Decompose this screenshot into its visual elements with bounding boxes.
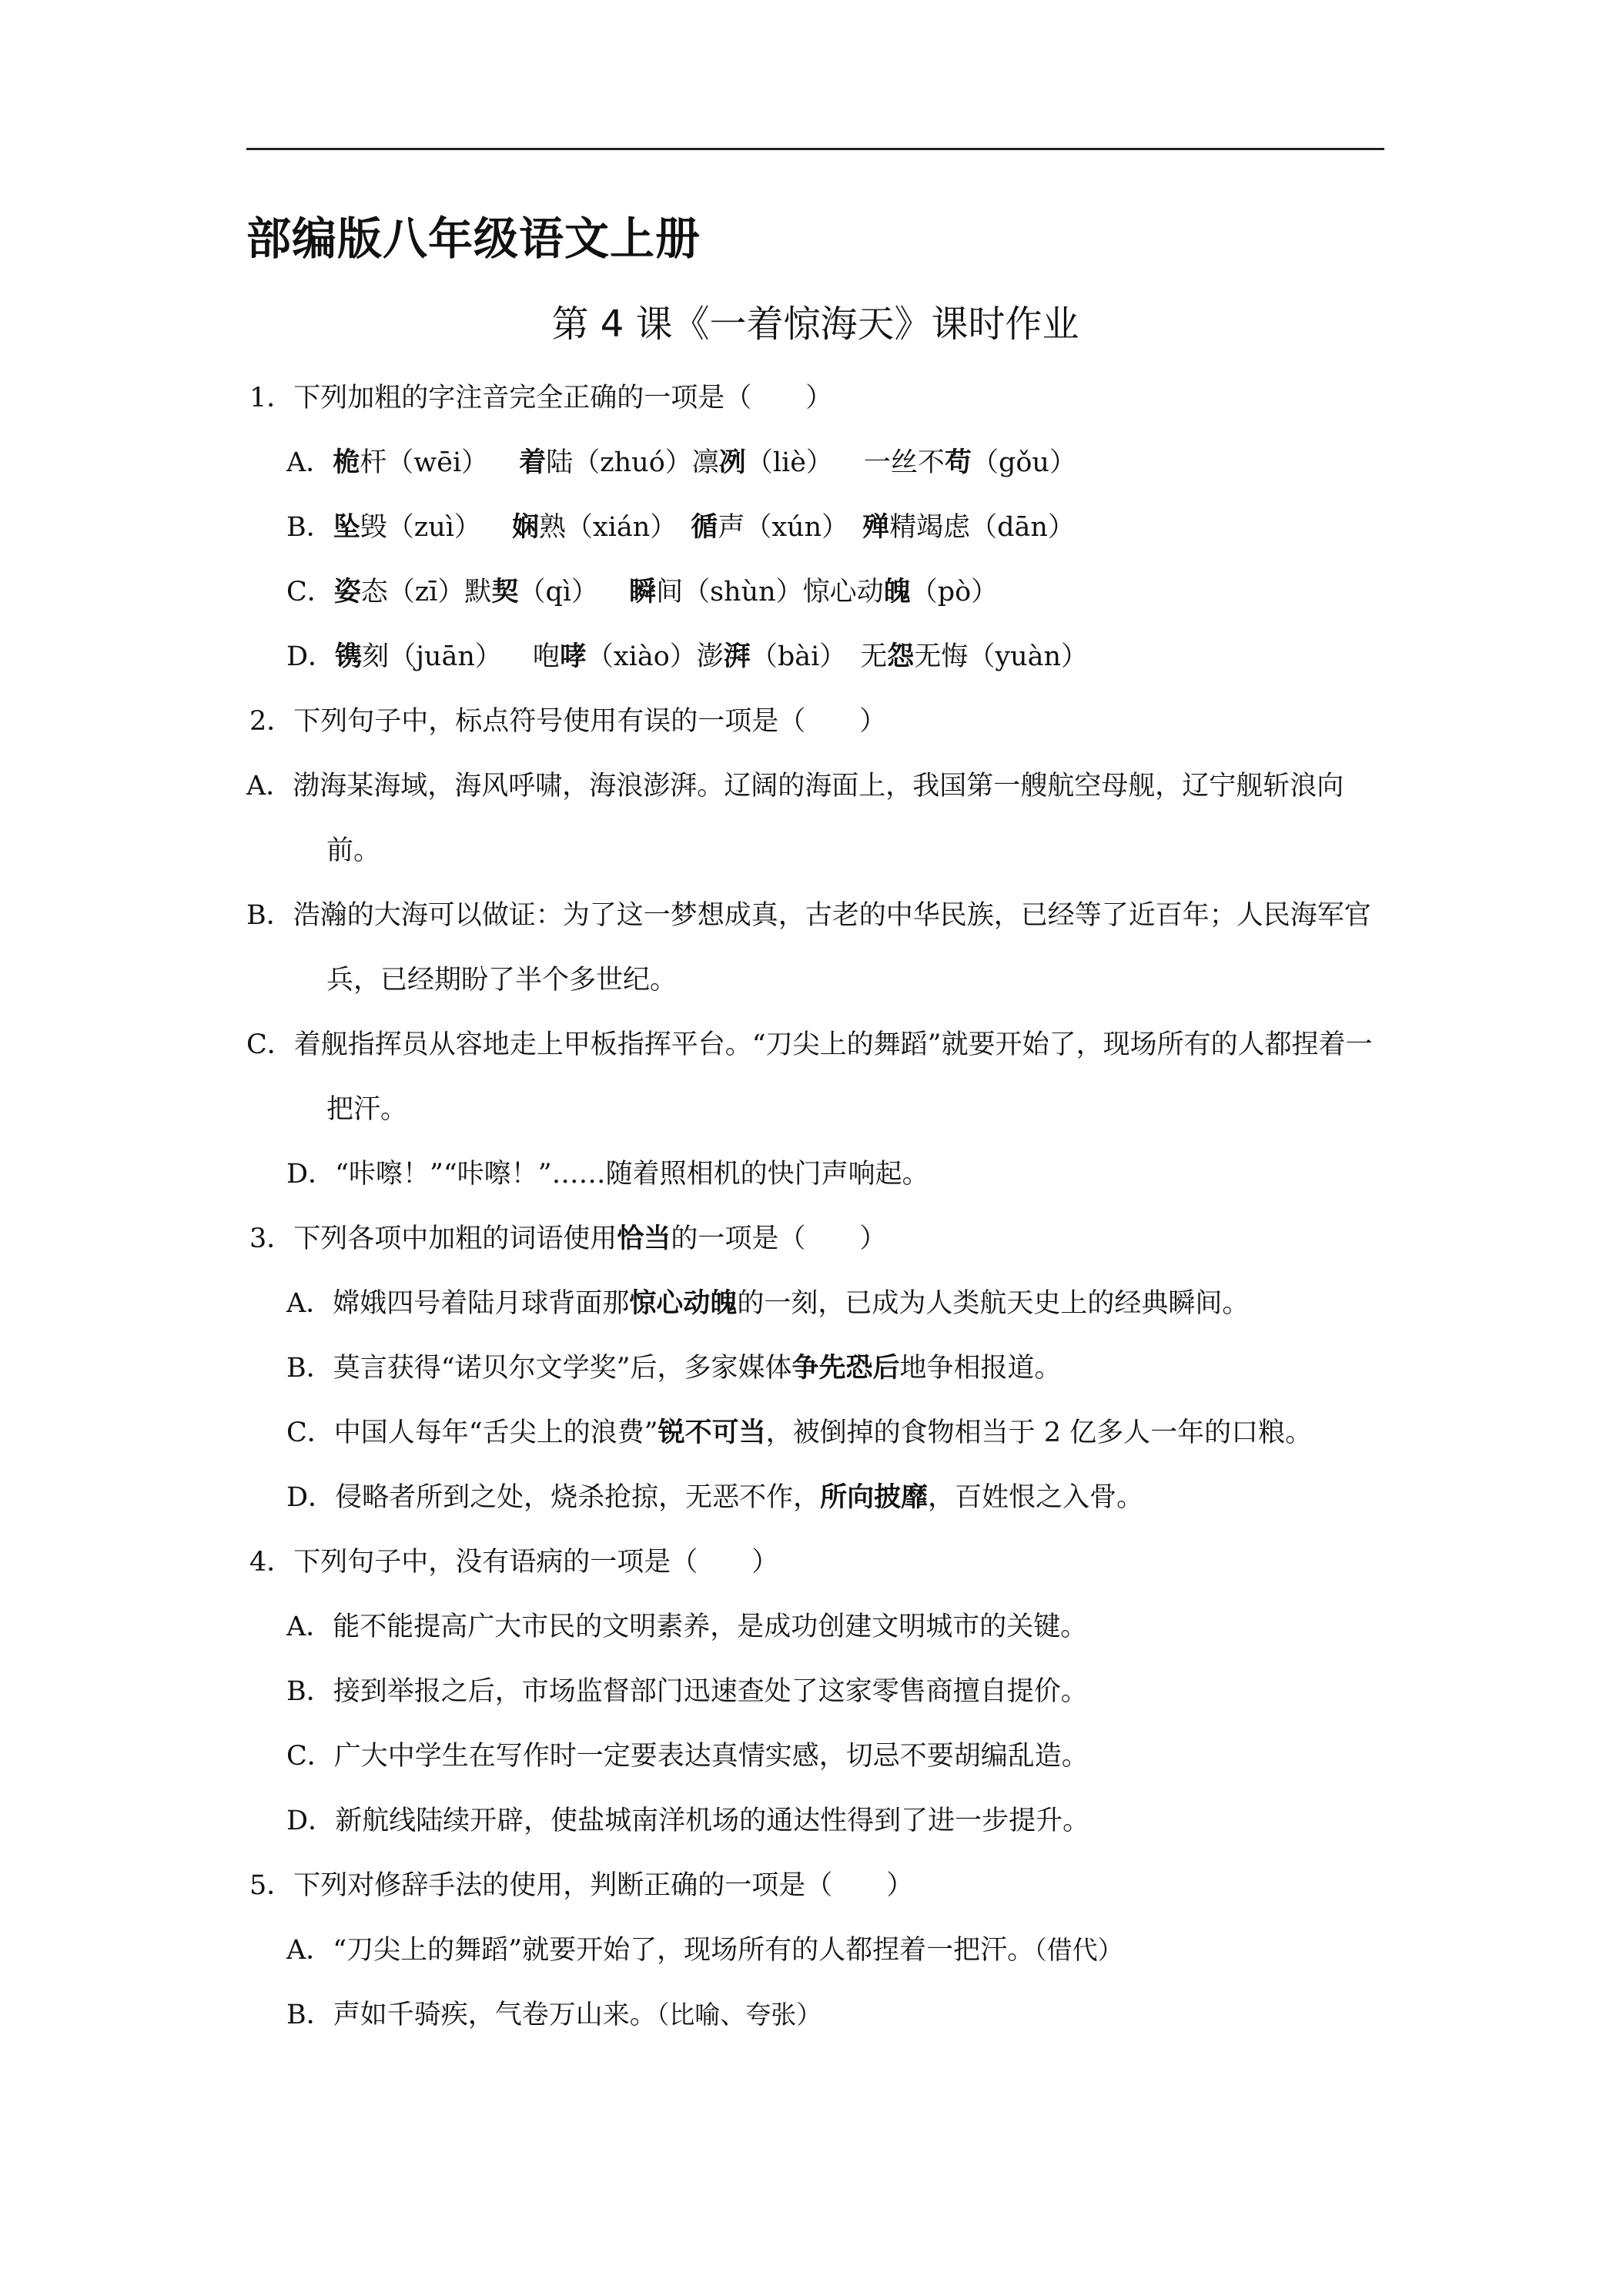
option-letter: A． [286,447,333,478]
text-run: （pò） [910,577,999,607]
bold-text: 坠 [333,511,360,543]
option-note: （比喻、夸张） [656,2000,822,2030]
option-c [246,1012,1384,1142]
text-run: 的一刻，已成为人类航天史上的经典瞬间。 [737,1288,1250,1319]
option-d [246,1465,1384,1530]
text-run: 态（zī）默 [360,577,492,607]
option-letter: D． [286,1159,336,1190]
question-stem [246,689,1384,754]
bold-text: 湃 [723,641,751,672]
bold-text: 魄 [883,576,911,607]
text-run: 嫦娥四号着陆月球背面那 [333,1288,630,1319]
bold-text: 怨 [887,641,915,672]
question-5 [246,1853,1384,2047]
question-list [246,366,1384,2047]
bold-text: 镌 [335,641,363,672]
text-run: 下列各项中加粗的词语使用 [293,1223,617,1254]
text-run: 无悔（yuàn） [914,641,1089,672]
text-run: ，百姓恨之入骨。 [928,1482,1144,1513]
option-letter: D． [286,641,336,672]
question-text: 下列加粗的字注音完全正确的一项是（ ） [293,383,833,413]
question-number: 5． [249,1870,294,1901]
option-a [246,430,1384,495]
option-text: 接到举报之后，市场监督部门迅速查处了这家零售商擅自提价。 [333,1676,1088,1707]
option-letter: B． [246,900,293,931]
bold-text: 娴 [511,511,539,543]
bold-text: 殚 [862,511,890,543]
option-text: 声如千骑疾，气卷万山来。 [333,2000,657,2030]
option-b [246,1659,1384,1724]
bold-text: 所向披靡 [820,1481,929,1513]
text-run: 杆（wēi） [360,447,489,478]
question-stem [246,1530,1384,1595]
option-note: （借代） [1034,1935,1123,1965]
bold-text: 循 [691,511,718,543]
text-run: （xiào）澎 [586,641,724,672]
bold-text: 契 [491,576,519,607]
question-stem [246,366,1384,430]
text-run: ，被倒掉的食物相当于 2 亿多人一年的口粮。 [765,1417,1313,1448]
bold-text: 姿 [333,576,361,607]
question-number: 4． [249,1547,294,1578]
text-run: 无 [860,641,888,672]
text-run: 刻（juān） [362,641,502,672]
question-text: 下列句子中，没有语病的一项是（ ） [293,1547,779,1578]
option-letter: A． [246,771,293,802]
text-run: 侵略者所到之处，烧杀抢掠，无恶不作， [335,1482,821,1513]
option-letter: D． [286,1482,336,1513]
option-b [246,1336,1384,1401]
option-text: 浩瀚的大海可以做证：为了这一梦想成真，古老的中华民族，已经等了近百年；人民海军官兵，已经期盼了半个多世纪。 [293,900,1371,996]
text-run: 精竭虑（dān） [889,512,1075,543]
option-b [246,1983,1384,2047]
option-d [246,624,1384,689]
header-rule [246,148,1384,150]
question-text: 下列对修辞手法的使用，判断正确的一项是（ ） [293,1870,914,1901]
option-a [246,1918,1384,1983]
option-letter: C． [246,1029,294,1060]
text-run: （bài） [750,641,847,672]
text-run: （liè） [745,447,833,478]
text-run: 陆（zhuó）凛 [546,447,719,478]
text-run: （gǒu） [971,447,1076,478]
text-run: 声（xún） [718,512,849,543]
option-text: “咔嚓！”“咔嚓！”……随着照相机的快门声响起。 [335,1159,929,1190]
option-a [246,1271,1384,1336]
option-text: 新航线陆续开辟，使盐城南洋机场的通达性得到了进一步提升。 [335,1806,1090,1836]
bold-text: 哮 [559,641,587,672]
text-run: 间（shùn）惊心动 [656,577,884,607]
option-text: 广大中学生在写作时一定要表达真情实感，切忌不要胡编乱造。 [333,1741,1089,1772]
option-text: 着舰指挥员从容地走上甲板指挥平台。“刀尖上的舞蹈”就要开始了，现场所有的人都捏着一把汗。 [293,1029,1373,1125]
question-stem [246,1853,1384,1918]
text-run: 一丝不 [863,447,945,478]
option-text: 渤海某海域，海风呼啸，海浪澎湃。辽阔的海面上，我国第一艘航空母舰，辽宁舰斩浪向前。 [293,771,1344,866]
option-letter: B． [286,512,333,543]
text-run: 中国人每年“舌尖上的浪费” [333,1417,658,1448]
option-text: 能不能提高广大市民的文明素养，是成功创建文明城市的关键。 [333,1612,1088,1642]
bold-text: 惊心动魄 [629,1287,738,1319]
option-letter: B． [286,2000,333,2030]
option-text: “刀尖上的舞蹈”就要开始了，现场所有的人都捏着一把汗。 [333,1935,1035,1966]
question-number: 2． [249,706,294,737]
option-b [246,495,1384,560]
option-a [246,1595,1384,1659]
option-letter: A． [286,1288,333,1319]
question-stem [246,1207,1384,1271]
question-number: 1． [249,383,294,413]
text-run: 地争相报道。 [899,1353,1062,1384]
option-letter: A． [286,1612,333,1642]
question-text: 下列句子中，标点符号使用有误的一项是（ ） [293,706,887,737]
text-run: 咆 [532,641,560,672]
question-1 [246,366,1384,689]
bold-text: 争先恐后 [791,1352,900,1384]
text-run: 毁（zuì） [360,512,481,543]
option-letter: C． [286,1417,334,1448]
bold-text: 恰当 [617,1223,671,1254]
option-d [246,1142,1384,1207]
option-letter: C． [286,1741,334,1772]
question-2 [246,689,1384,1207]
text-run: 熟（xián） [538,512,678,543]
text-run: 的一项是（ ） [671,1223,887,1254]
book-title: 部编版八年级语文上册 [246,213,701,265]
option-c [246,1724,1384,1789]
option-b [246,883,1384,1012]
option-letter: C． [286,577,334,607]
question-number: 3． [249,1223,294,1254]
option-c [246,560,1384,624]
bold-text: 着 [519,447,547,478]
option-letter: B． [286,1353,333,1384]
text-run: 莫言获得“诺贝尔文学奖”后，多家媒体 [333,1353,792,1384]
bold-text: 瞬 [629,576,657,607]
bold-text: 锐不可当 [658,1417,766,1448]
question-4 [246,1530,1384,1853]
text-run: （qì） [518,577,599,607]
option-c [246,1401,1384,1465]
option-a [246,754,1384,883]
question-3 [246,1207,1384,1530]
bold-text: 桅 [333,447,360,478]
option-letter: A． [286,1935,333,1966]
lesson-title: 第 4 课《一着惊海天》课时作业 [551,303,1079,346]
bold-text: 苟 [944,447,972,478]
option-d [246,1789,1384,1853]
option-letter: D． [286,1806,336,1836]
option-letter: B． [286,1676,333,1707]
bold-text: 冽 [718,447,746,478]
